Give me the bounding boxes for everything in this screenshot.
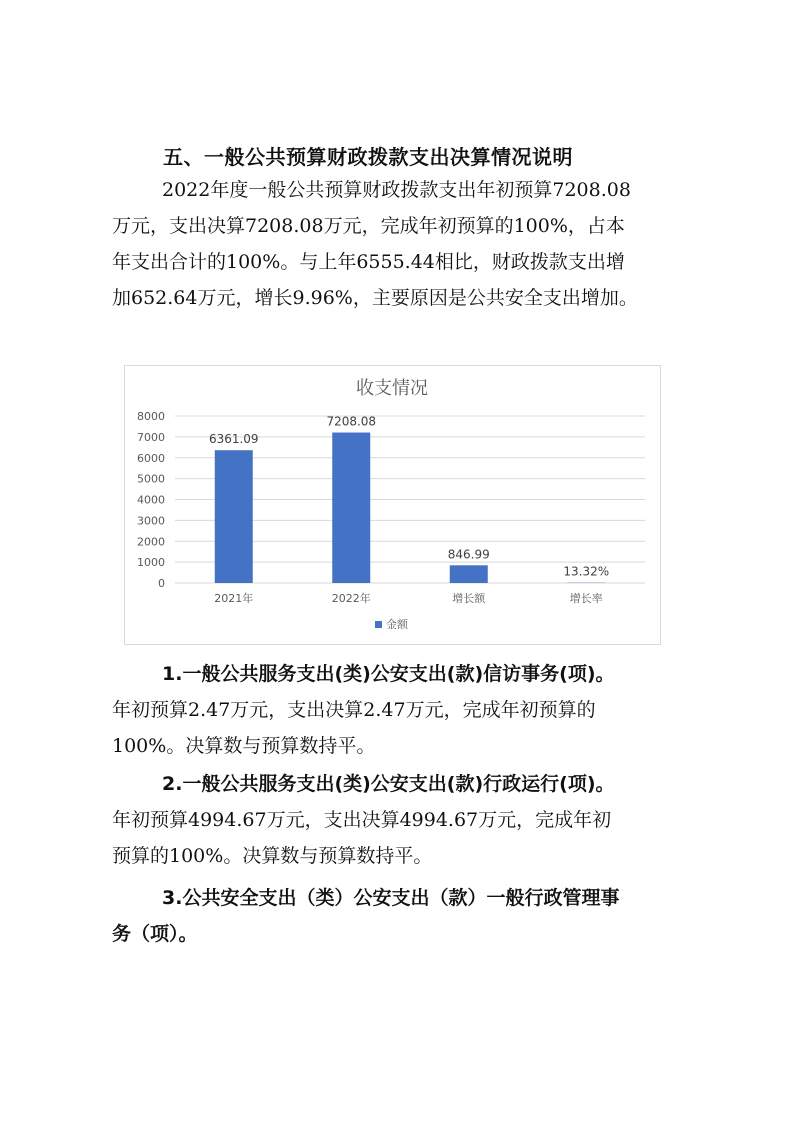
data-label: 846.99 xyxy=(447,547,490,562)
legend-swatch xyxy=(375,621,382,628)
y-tick-label: 5000 xyxy=(137,472,165,486)
item-title: 务（项）。 xyxy=(112,923,198,945)
intro-paragraph xyxy=(112,172,682,316)
intro-line: 加652.64万元，增长9.96%，主要原因是公共安全支出增加。 xyxy=(112,287,638,309)
data-label: 7208.08 xyxy=(326,414,377,429)
item-2 xyxy=(112,766,682,874)
intro-line: 2022年度一般公共预算财政拨款支出年初预算7208.08 xyxy=(162,179,631,201)
y-tick-label: 1000 xyxy=(137,556,165,570)
item-3 xyxy=(112,880,682,952)
y-tick-label: 4000 xyxy=(137,493,165,507)
y-tick-label: 7000 xyxy=(137,430,165,444)
item-title: 1.一般公共服务支出(类)公安支出(款)信访事务(项)。 xyxy=(162,663,615,685)
x-tick-label: 增长额 xyxy=(452,592,486,605)
y-tick-label: 2000 xyxy=(137,535,165,549)
bar xyxy=(332,433,370,583)
y-tick-label: 3000 xyxy=(137,514,165,528)
item-title: 2.一般公共服务支出(类)公安支出(款)行政运行(项)。 xyxy=(162,773,615,795)
chart-title: 收支情况 xyxy=(356,378,428,399)
bar xyxy=(215,450,253,583)
data-label: 6361.09 xyxy=(208,432,259,447)
section-heading: 五、一般公共预算财政拨款支出决算情况说明 xyxy=(163,145,573,169)
data-label: 13.32% xyxy=(563,564,610,579)
intro-line: 年支出合计的100%。与上年6555.44相比，财政拨款支出增 xyxy=(112,251,625,273)
item-title: 3.公共安全支出（类）公安支出（款）一般行政管理事 xyxy=(162,887,620,909)
chart-container xyxy=(124,365,661,645)
item-1 xyxy=(112,656,682,764)
intro-line: 万元，支出决算7208.08万元，完成年初预算的100%，占本 xyxy=(112,215,625,237)
x-tick-label: 2022年 xyxy=(331,592,371,605)
bar-chart xyxy=(125,366,660,644)
y-tick-label: 8000 xyxy=(137,410,165,423)
item-line: 年初预算2.47万元，支出决算2.47万元，完成年初预算的 xyxy=(112,699,596,721)
x-tick-label: 增长率 xyxy=(569,592,603,605)
item-line: 100%。决算数与预算数持平。 xyxy=(112,735,376,757)
item-line: 年初预算4994.67万元，支出决算4994.67万元，完成年初 xyxy=(112,809,612,831)
y-tick-label: 6000 xyxy=(137,451,165,465)
x-tick-label: 2021年 xyxy=(214,592,254,605)
item-line: 预算的100%。决算数与预算数持平。 xyxy=(112,845,433,867)
bar xyxy=(450,565,488,583)
y-tick-label: 0 xyxy=(158,577,165,590)
legend-label: 金额 xyxy=(386,618,408,631)
